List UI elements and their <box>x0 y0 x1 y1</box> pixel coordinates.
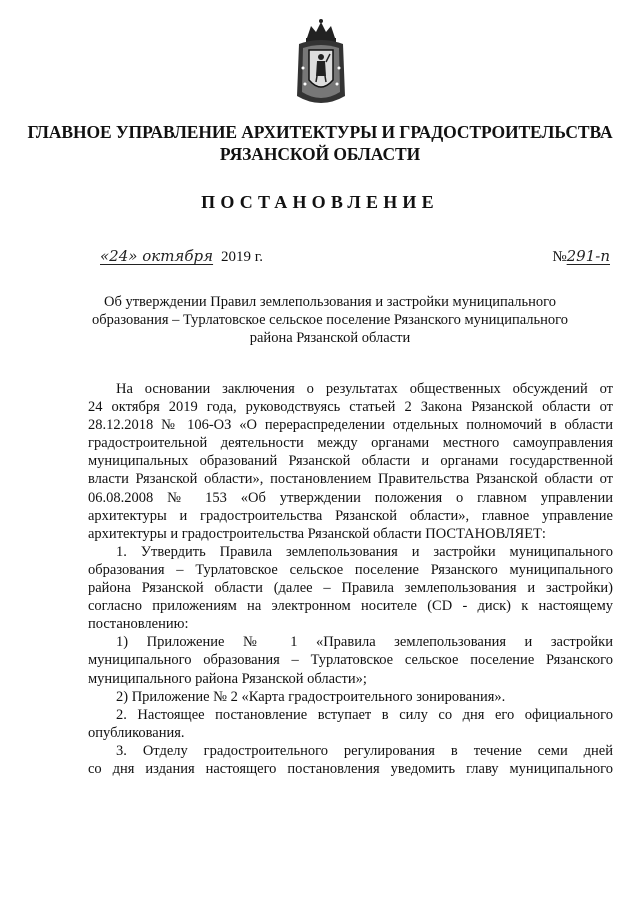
body-line: 3. Отделу градостроительного регулирования в течение семи дней <box>116 742 613 759</box>
authority-line-1: ГЛАВНОЕ УПРАВЛЕНИЕ АРХИТЕКТУРЫ И ГРАДОСТРОИТЕЛЬСТВА <box>27 122 613 142</box>
document-date <box>100 247 263 271</box>
document-type-title: ПОСТАНОВЛЕНИЕ <box>201 192 439 212</box>
subject-line: района Рязанской области <box>249 330 411 346</box>
subject-line: образования – Турлатовское сельское поселение Рязанского муниципального <box>92 312 568 328</box>
body-line: постановлению: <box>88 616 189 633</box>
handwritten-date: «24» октября <box>100 247 214 265</box>
body-line: власти Рязанской области», постановлением Правительства Рязанской области от <box>88 471 613 488</box>
body-line: 28.12.2018 № 106-ОЗ «О перераспределении отдельных полномочий в области <box>88 417 613 434</box>
handwritten-number: 291-п <box>566 247 610 265</box>
body-line: На основании заключения о результатах общественных обсуждений от <box>116 381 613 397</box>
body-line: 24 октября 2019 года, руководствуясь статьей 2 Закона Рязанской области от <box>88 399 613 416</box>
body-line: архитектуры и градостроительства Рязанской области ПОСТАНОВЛЯЕТ: <box>88 525 546 542</box>
number-prefix: № <box>552 249 567 265</box>
body-line: 1. Утвердить Правила землепользования и застройки муниципального <box>116 543 613 560</box>
body-line: градостроительной деятельности между органами местного самоуправления <box>88 435 613 452</box>
issuing-authority <box>0 121 640 165</box>
body-line: муниципальных образований Рязанской области и органами государственной <box>88 453 613 470</box>
body-line: 06.08.2008 № 153 «Об утверждении положения о главном управлении <box>88 489 613 506</box>
body-line: муниципального района Рязанской области»; <box>88 670 367 687</box>
body-line: муниципального образования – Турлатовское сельское поселение Рязанского <box>88 652 613 669</box>
document-body <box>88 380 613 778</box>
ryazan-coat-of-arms-icon <box>293 18 349 110</box>
date-year: 2019 г. <box>221 249 264 265</box>
body-line: со дня издания настоящего постановления уведомить главу муниципального <box>88 760 613 777</box>
authority-line-2: РЯЗАНСКОЙ ОБЛАСТИ <box>219 144 421 164</box>
document-number <box>552 247 610 271</box>
body-line: 2) Приложение № 2 «Карта градостроительного зонирования». <box>116 688 506 705</box>
body-line: согласно приложениям на электронном носителе (CD - диск) к настоящему <box>88 598 613 615</box>
body-line: района Рязанской области (далее – Правила землепользования и застройки) <box>88 580 613 597</box>
body-line: архитектуры и градостроительства Рязанской области», главное управление <box>88 507 613 524</box>
body-line: 2. Настоящее постановление вступает в силу со дня его официального <box>116 706 613 723</box>
document-subject <box>80 293 580 347</box>
body-line: 1) Приложение № 1 «Правила землепользования и застройки <box>116 634 613 651</box>
body-line: опубликования. <box>88 724 185 741</box>
subject-line: Об утверждении Правил землепользования и застройки муниципального <box>103 294 556 310</box>
body-line: образования – Турлатовское сельское поселение Рязанского муниципального <box>88 561 613 578</box>
